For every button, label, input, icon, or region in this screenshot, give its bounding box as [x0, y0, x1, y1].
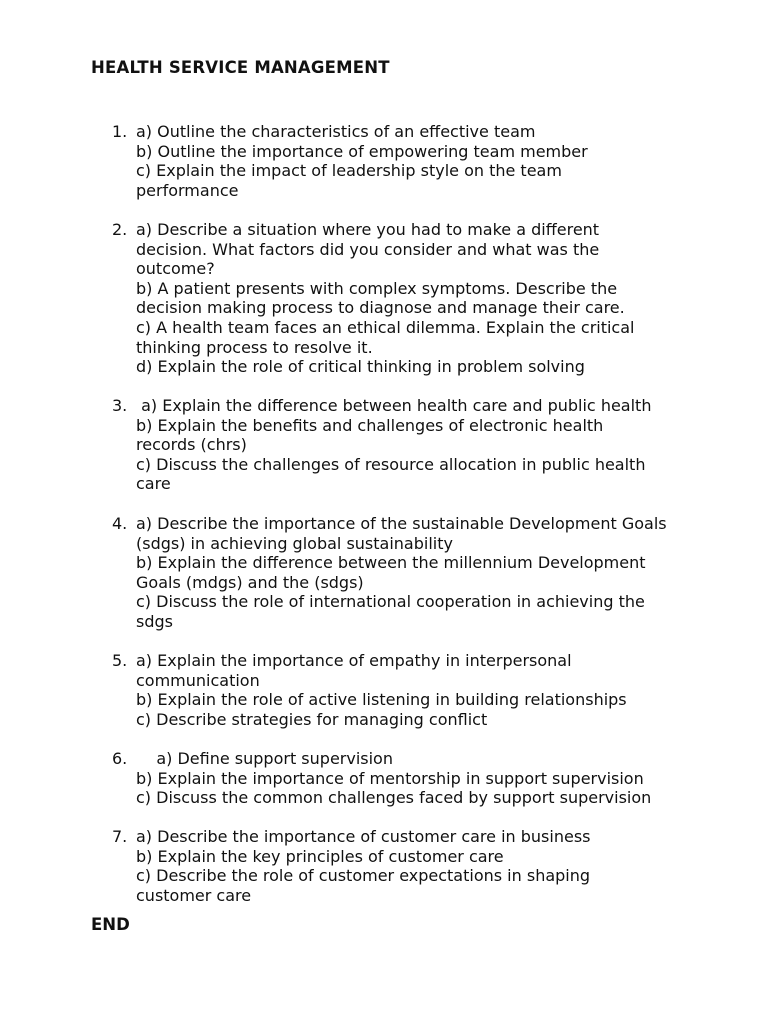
question-number: 4. — [112, 514, 128, 533]
question-part: a) Define support supervision — [136, 749, 393, 768]
question-parts — [136, 651, 696, 729]
question-part: a) Explain the difference between health care and public health — [136, 396, 652, 415]
question-parts — [136, 827, 696, 905]
question-part: a) Describe a situation where you had to make a different decision. What factors did you consider and what was the outcome? — [136, 220, 600, 279]
question-part: b) Outline the importance of empowering team member — [136, 141, 588, 161]
question-part: a) Outline the characteristics of an effective team — [136, 122, 536, 141]
question-part: c) Discuss the common challenges faced by support supervision — [136, 788, 652, 808]
question-parts — [136, 220, 696, 377]
question-parts — [136, 514, 696, 632]
question-number: 2. — [112, 220, 128, 239]
question-part: b) Explain the benefits and challenges of electronic health records (chrs) — [136, 415, 604, 455]
question-number: 3. — [112, 396, 128, 415]
question-part: b) Explain the difference between the millennium Development Goals (mdgs) and the (sdgs) — [136, 553, 646, 592]
question-part: d) Explain the role of critical thinking in problem solving — [136, 357, 585, 377]
question-parts — [136, 396, 696, 494]
question-part: a) Describe the importance of customer care in business — [136, 827, 591, 846]
question-number: 1. — [112, 122, 128, 141]
end-label: END — [91, 915, 130, 934]
question-number: 7. — [112, 827, 128, 846]
question-part: c) Discuss the challenges of resource allocation in public health care — [136, 454, 646, 494]
question-number: 6. — [112, 749, 128, 768]
question-part: a) Explain the importance of empathy in interpersonal communication — [136, 651, 572, 690]
question-part: c) Describe strategies for managing conflict — [136, 709, 488, 729]
question-number: 5. — [112, 651, 128, 670]
question-parts — [136, 749, 696, 808]
question-part: b) Explain the role of active listening in building relationships — [136, 690, 627, 710]
document-title: HEALTH SERVICE MANAGEMENT — [91, 58, 390, 77]
question-part: c) Discuss the role of international cooperation in achieving the sdgs — [136, 592, 645, 631]
question-part: a) Describe the importance of the sustainable Development Goals (sdgs) in achieving global sustainability — [136, 514, 667, 553]
question-part: b) Explain the key principles of customer care — [136, 846, 504, 866]
question-part: c) A health team faces an ethical dilemma. Explain the critical thinking process to resolve it. — [136, 317, 635, 357]
question-part: c) Explain the impact of leadership style on the team performance — [136, 161, 562, 200]
question-part: b) Explain the importance of mentorship in support supervision — [136, 768, 644, 788]
question-part: b) A patient presents with complex symptoms. Describe the decision making process to diagnose and manage their care. — [136, 278, 625, 318]
question-part: c) Describe the role of customer expectations in shaping customer care — [136, 866, 591, 905]
question-parts — [136, 122, 696, 200]
